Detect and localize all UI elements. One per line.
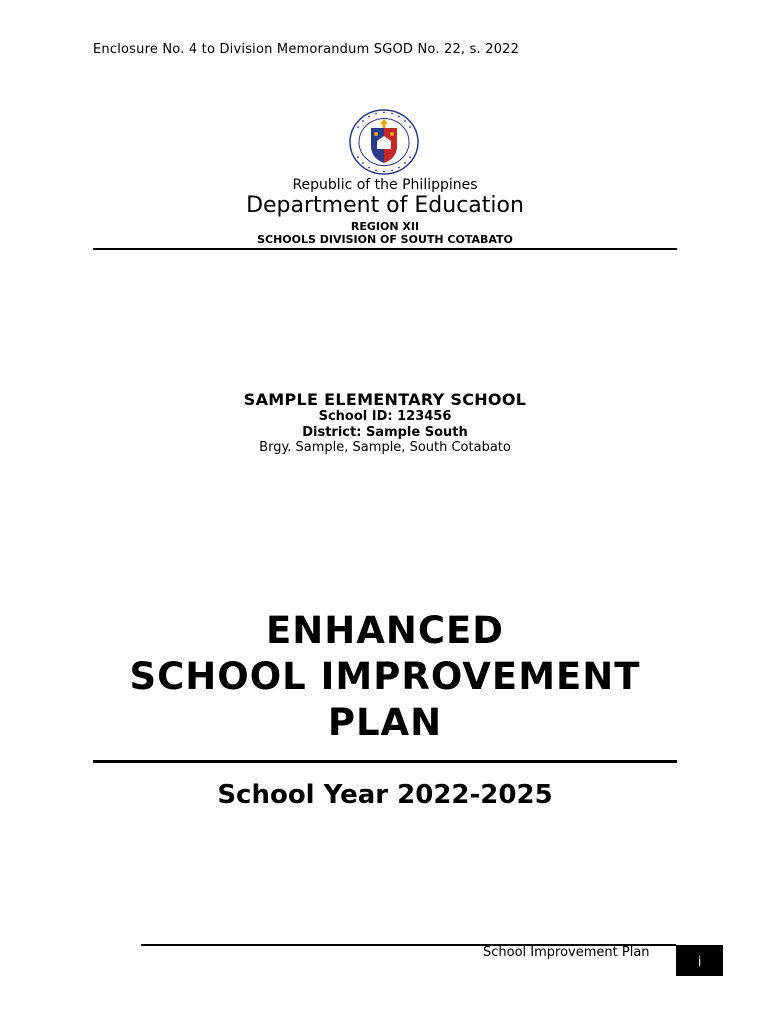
republic-line: Republic of the Philippines	[292, 177, 478, 193]
title-divider	[93, 760, 677, 763]
title-line-3: PLAN	[327, 701, 443, 744]
school-id: School ID: 123456	[318, 409, 452, 424]
deped-seal-icon	[347, 108, 421, 176]
school-district: District: Sample South	[302, 425, 468, 440]
title-line-2: SCHOOL IMPROVEMENT	[129, 655, 641, 698]
footer-label: School Improvement Plan	[483, 945, 650, 960]
enclosure-note: Enclosure No. 4 to Division Memorandum SGOD No. 22, s. 2022	[93, 42, 520, 57]
school-address: Brgy. Sample, Sample, South Cotabato	[259, 440, 511, 455]
school-year: School Year 2022-2025	[217, 780, 553, 810]
page-number: i	[676, 945, 723, 976]
title-line-1: ENHANCED	[266, 609, 504, 652]
division-line: SCHOOLS DIVISION OF SOUTH COTABATO	[257, 233, 513, 246]
department-name: Department of Education	[246, 193, 524, 218]
header-divider	[93, 248, 677, 250]
region-line: REGION XII	[350, 220, 420, 233]
school-name: SAMPLE ELEMENTARY SCHOOL	[243, 390, 527, 409]
